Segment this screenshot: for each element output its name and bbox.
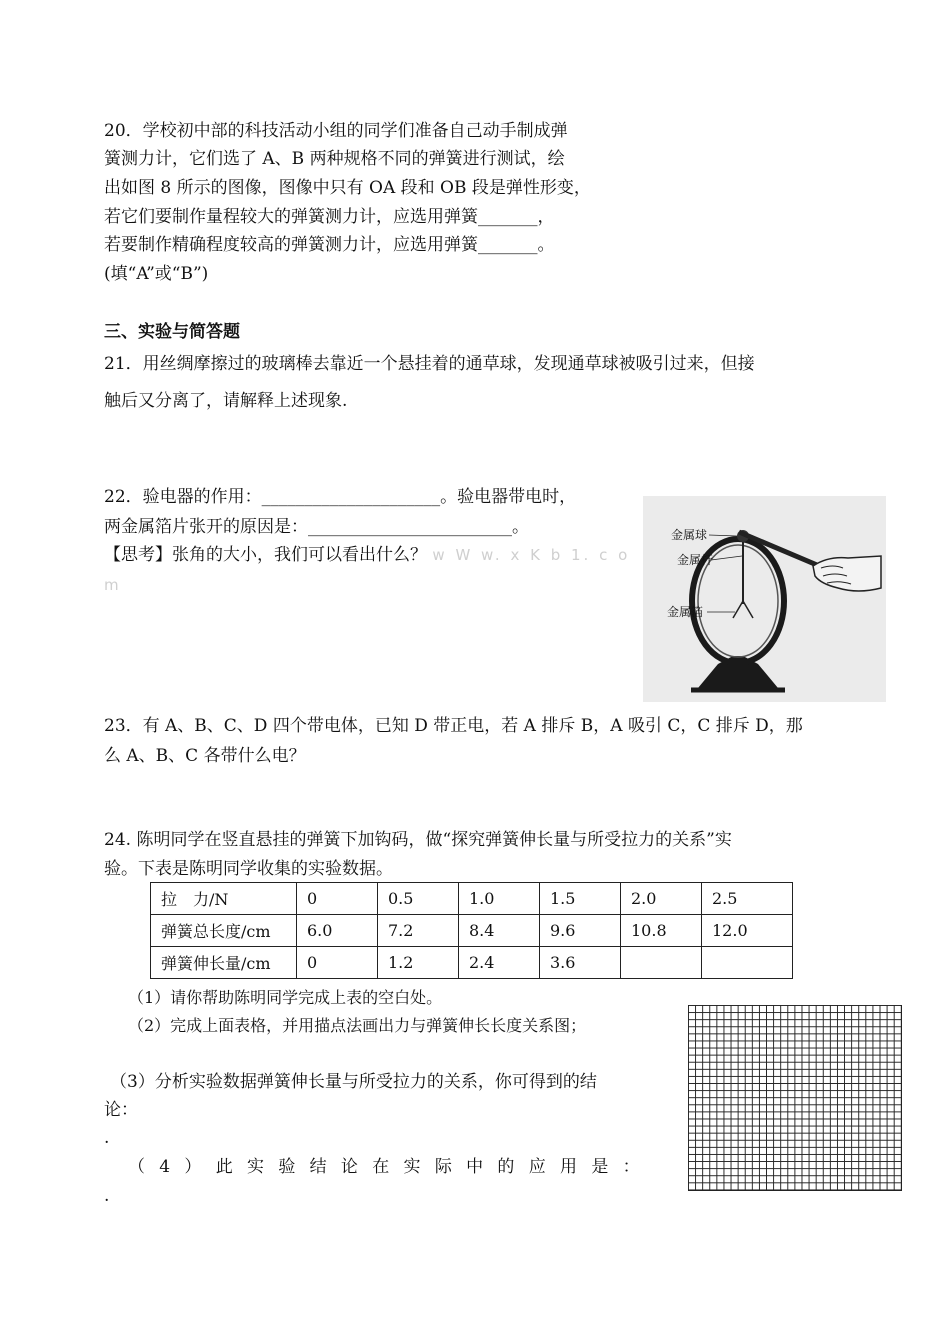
table-cell: 弹簧总长度/cm <box>151 915 297 947</box>
metal-foil-left <box>733 601 743 618</box>
q20-line-2: 簧测力计，它们选了 A、B 两种规格不同的弹簧进行测试，绘 <box>104 149 565 169</box>
q24-sub4: （4）此实验结论在实际中的应用是： <box>128 1157 654 1177</box>
q23-line-2: 么 A、B、C 各带什么电？ <box>104 746 306 766</box>
label-metal-rod: 金属杆 <box>677 553 714 567</box>
q21-line-1: 21．用丝绸摩擦过的玻璃棒去靠近一个悬挂着的通草球，发现通草球被吸引过来，但接 <box>104 354 755 374</box>
electroscope-figure <box>643 496 886 702</box>
q24-sub3-line-2: 论： <box>104 1100 138 1120</box>
table-cell: 8.4 <box>459 915 540 947</box>
table-cell: 弹簧伸长量/cm <box>151 947 297 979</box>
q22-think: 【思考】张角的大小，我们可以看出什么？ <box>104 545 427 565</box>
table-cell: 12.0 <box>702 915 793 947</box>
q20-line-6: (填“A”或“B”) <box>104 264 209 284</box>
watermark-text: w W w. x K b 1. c o <box>432 546 631 564</box>
table-cell: 1.2 <box>378 947 459 979</box>
table-cell: 0 <box>297 883 378 915</box>
q24-sub1: （1）请你帮助陈明同学完成上表的空白处。 <box>128 988 443 1007</box>
q24-dot-1: . <box>104 1128 110 1148</box>
label-metal-foil: 金属箔 <box>667 605 704 619</box>
graph-grid[interactable] <box>688 1005 902 1191</box>
table-cell: 2.5 <box>702 883 793 915</box>
table-cell: 6.0 <box>297 915 378 947</box>
section-title: 三、实验与简答题 <box>104 322 240 342</box>
q21-line-2: 触后又分离了，请解释上述现象. <box>104 391 348 411</box>
electroscope-drawing <box>643 496 886 702</box>
table-row <box>151 883 793 915</box>
table-cell: 2.4 <box>459 947 540 979</box>
watermark-text-2: m <box>104 576 122 594</box>
q20-line-5: 若要制作精确程度较高的弹簧测力计，应选用弹簧_______。 <box>104 235 555 255</box>
pointer-ball <box>709 535 737 536</box>
metal-foil-right <box>743 601 753 618</box>
table-cell: 0.5 <box>378 883 459 915</box>
q22-line-2: 两金属箔片张开的原因是：________________________。 <box>104 517 529 537</box>
table-cell: 1.0 <box>459 883 540 915</box>
q24-sub2: （2）完成上面表格，并用描点法画出力与弹簧伸长长度关系图； <box>128 1016 587 1035</box>
q24-line-1: 24. 陈明同学在竖直悬挂的弹簧下加钩码，做“探究弹簧伸长量与所受拉力的关系”实 <box>104 830 732 850</box>
q22-line-1: 22．验电器的作用：_____________________。验电器带电时， <box>104 487 577 507</box>
table-cell: 3.6 <box>540 947 621 979</box>
q24-sub3-line-1: （3）分析实验数据弹簧伸长量与所受拉力的关系，你可得到的结 <box>110 1072 597 1092</box>
q24-dot-2: . <box>104 1186 110 1206</box>
table-cell: 7.2 <box>378 915 459 947</box>
table-cell: 0 <box>297 947 378 979</box>
table-row <box>151 915 793 947</box>
q20-line-3: 出如图 8 所示的图像，图像中只有 OA 段和 OB 段是弹性形变， <box>104 178 591 198</box>
q20-line-4: 若它们要制作量程较大的弹簧测力计，应选用弹簧_______， <box>104 207 555 227</box>
pointer-rod <box>711 556 742 560</box>
table-cell-empty[interactable] <box>621 947 702 979</box>
q20-line-1: 20．学校初中部的科技活动小组的同学们准备自己动手制成弹 <box>104 121 568 141</box>
q23-line-1: 23．有 A、B、C、D 四个带电体，已知 D 带正电，若 A 排斥 B，A 吸引 C，C 排斥 D，那 <box>104 716 803 736</box>
q24-line-2: 验。下表是陈明同学收集的实验数据。 <box>104 859 393 879</box>
table-row <box>151 947 793 979</box>
table-cell: 拉 力/N <box>151 883 297 915</box>
label-metal-ball: 金属球 <box>671 528 708 542</box>
data-table <box>150 882 793 979</box>
table-cell: 10.8 <box>621 915 702 947</box>
q22-line-3 <box>104 541 630 569</box>
hand-drawing <box>813 556 881 591</box>
table-cell-empty[interactable] <box>702 947 793 979</box>
table-cell: 9.6 <box>540 915 621 947</box>
table-cell: 2.0 <box>621 883 702 915</box>
table-cell: 1.5 <box>540 883 621 915</box>
